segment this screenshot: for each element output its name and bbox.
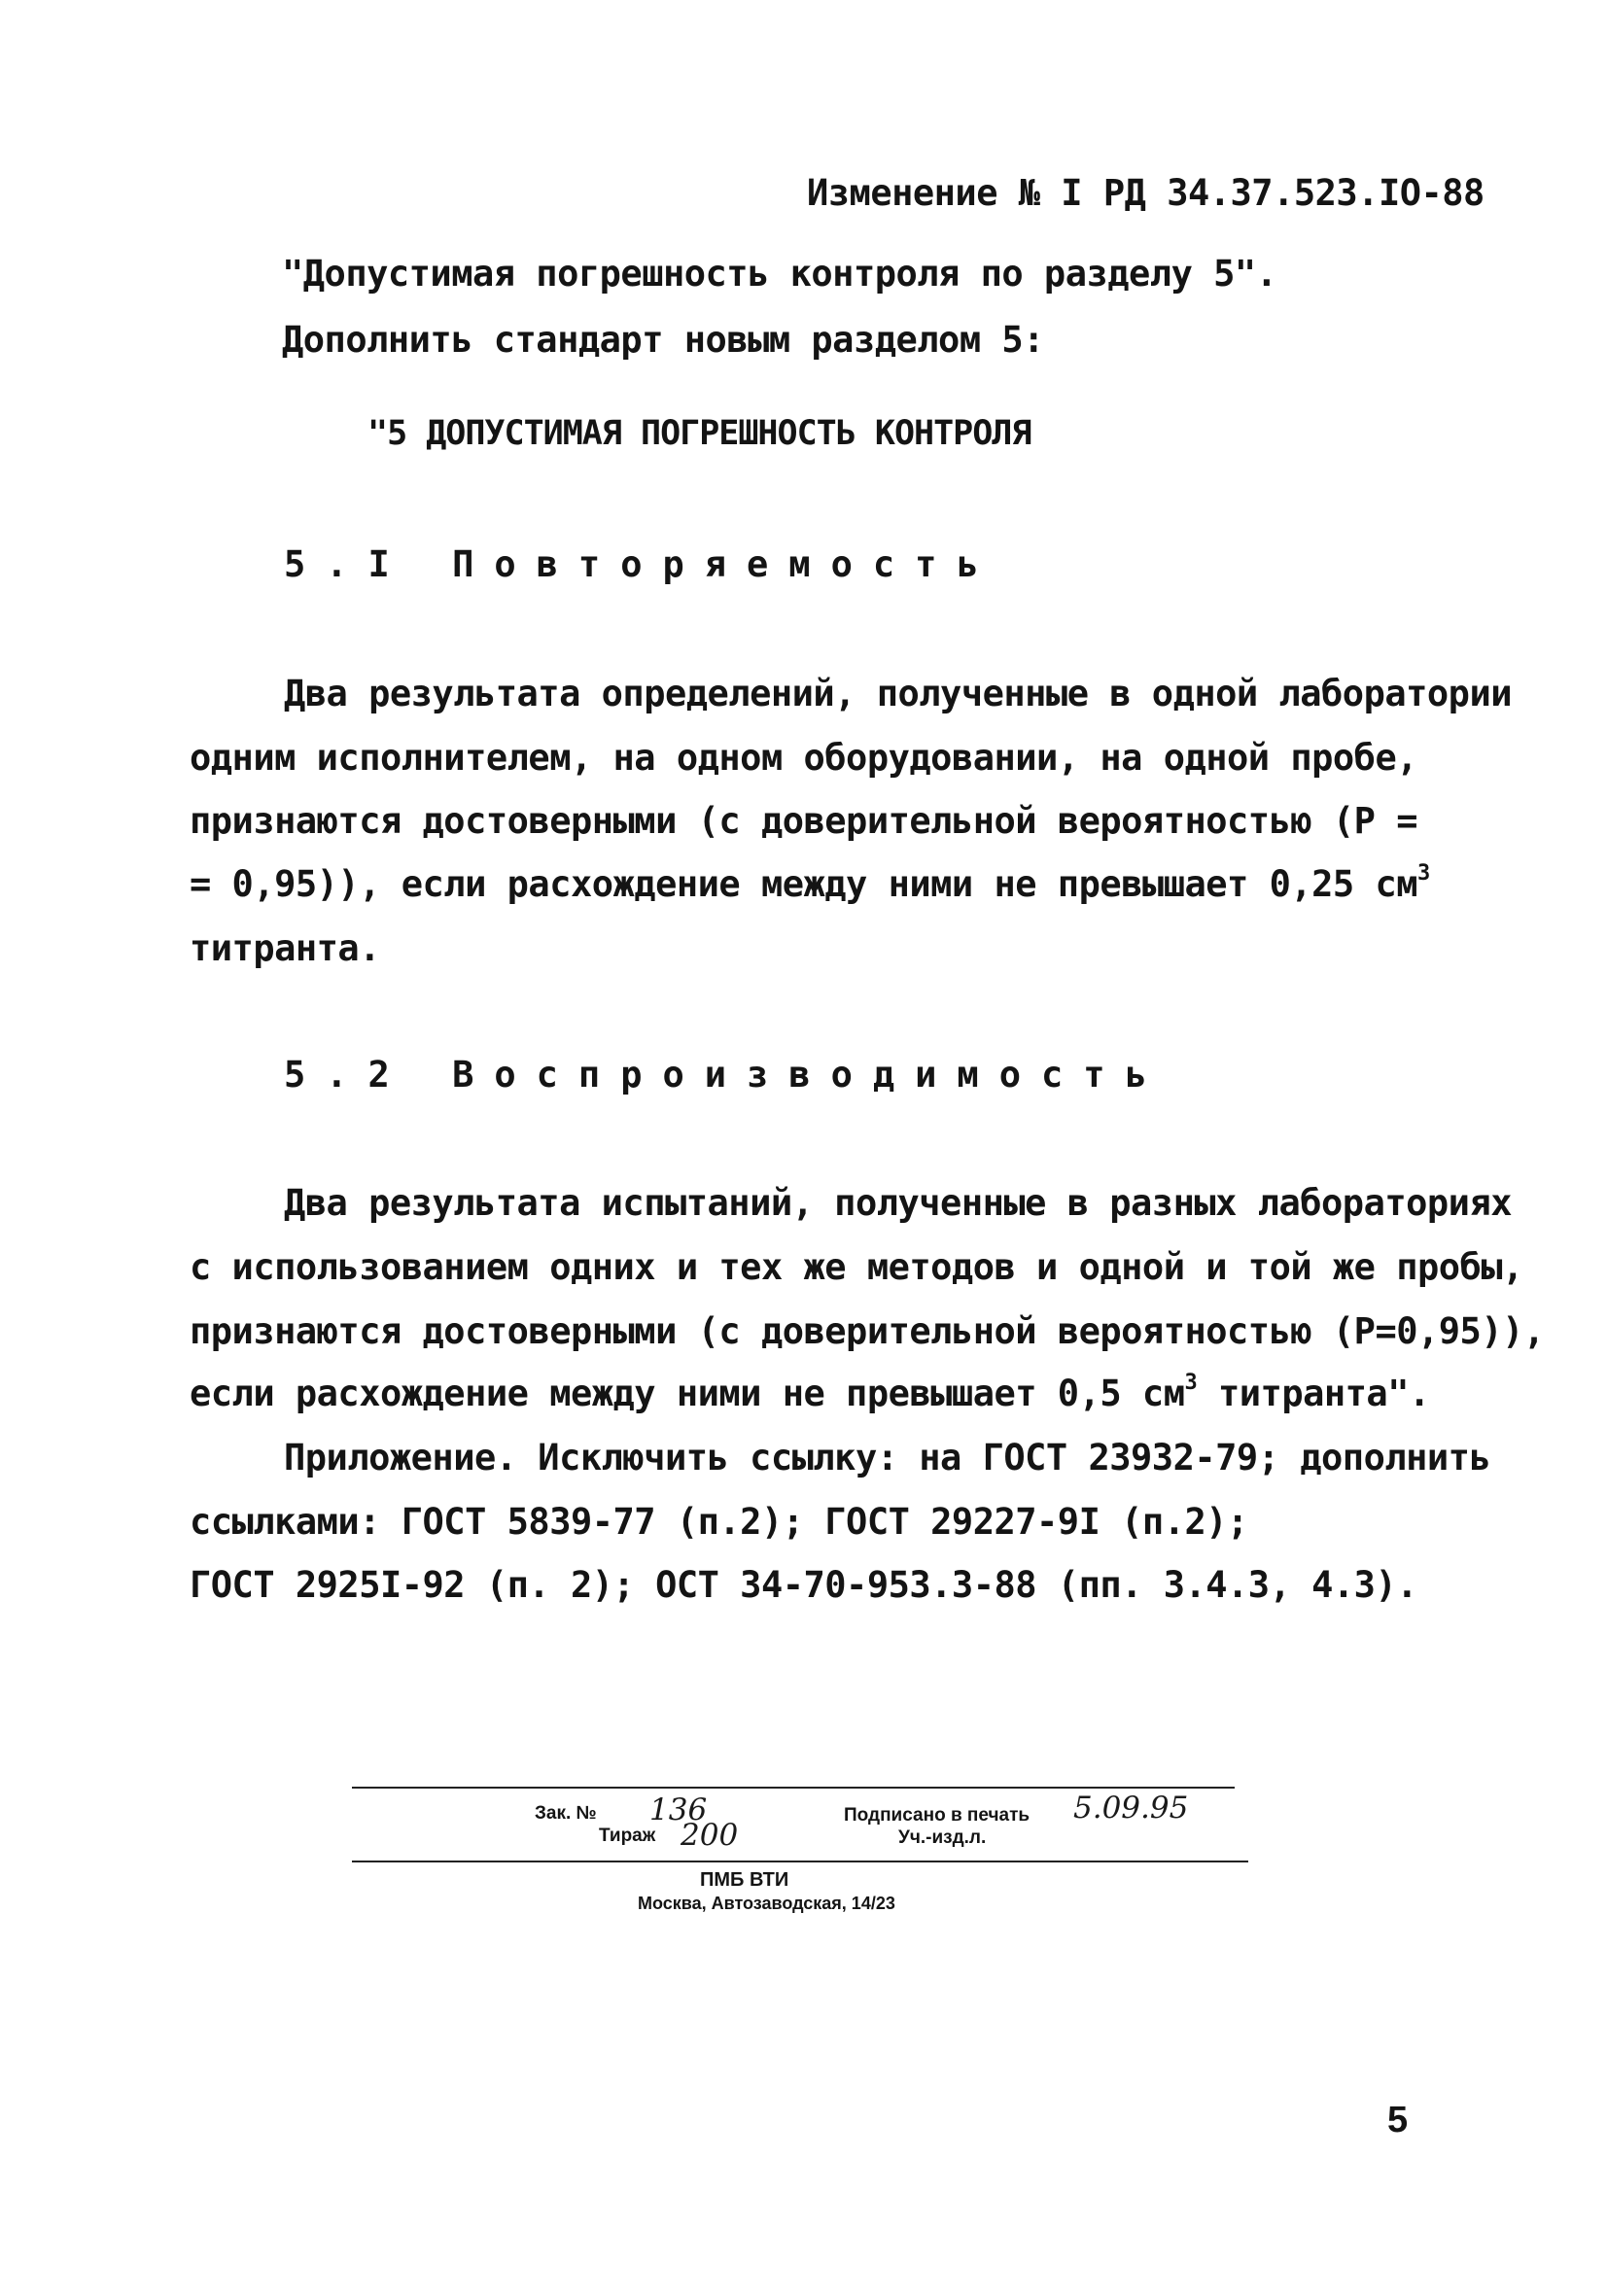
cubic-superscript: 3 — [1184, 1370, 1198, 1395]
appendix-line-1: Приложение. Исключить ссылку: на ГОСТ 23932-79; дополнить — [284, 1437, 1491, 1478]
sub52-line-2: с использованием одних и тех же методов и одной и той же пробы, — [190, 1246, 1523, 1288]
imprint-top-rule — [352, 1787, 1235, 1789]
imprint-bottom-rule — [352, 1861, 1248, 1862]
imprint-block — [352, 1787, 1248, 1962]
publishing-sheets-label: Уч.-изд.л. — [898, 1827, 987, 1848]
sub51-line-5: титранта. — [190, 927, 380, 969]
order-label: Зак. № — [535, 1803, 597, 1824]
section-5-title: "5 ДОПУСТИМАЯ ПОГРЕШНОСТЬ КОНТРОЛЯ — [367, 414, 1031, 453]
sub52-line-4-end: титранта". — [1197, 1373, 1430, 1414]
sub51-line-4 — [190, 861, 1430, 908]
cubic-superscript: 3 — [1417, 860, 1430, 886]
sub52-line-1: Два результата испытаний, полученные в разных лабораториях — [284, 1182, 1513, 1224]
sub51-line-1: Два результата определений, полученные в одной лаборатории — [284, 673, 1513, 714]
subsection-5-2-heading: 5.2 Воспроизводимость — [284, 1054, 1168, 1096]
signed-label: Подписано в печать — [844, 1805, 1031, 1826]
publisher: ПМБ ВТИ — [700, 1869, 789, 1891]
sub52-line-3: признаются достоверными (с доверительной вероятностью (Р=0,95)), — [190, 1310, 1545, 1352]
sub52-line-4-text: если расхождение между ними не превышает 0,5 см — [190, 1373, 1185, 1414]
change-reference: Изменение № I РД 34.37.523.IO-88 — [807, 172, 1485, 214]
appendix-line-3: ГОСТ 2925I-92 (п. 2); ОСТ 34-70-953.3-88 (пп. 3.4.3, 4.3). — [190, 1564, 1418, 1606]
signed-date: 5.09.95 — [1073, 1791, 1189, 1826]
publisher-address: Москва, Автозаводская, 14/23 — [638, 1894, 895, 1913]
sub51-line-2: одним исполнителем, на одном оборудовании, на одной пробе, — [190, 737, 1418, 779]
sub51-line-3: признаются достоверными (с доверительной вероятностью (Р = — [190, 800, 1418, 842]
sub52-line-4 — [190, 1371, 1430, 1417]
sub51-line-4-text: = 0,95)), если расхождение между ними не превышает 0,25 см — [190, 863, 1418, 905]
page-number: 5 — [1387, 2100, 1409, 2140]
intro-line-2: Дополнить стандарт новым разделом 5: — [282, 319, 1044, 361]
subsection-5-1-heading: 5.I Повторяемость — [284, 543, 999, 585]
appendix-line-2: ссылками: ГОСТ 5839-77 (п.2); ГОСТ 29227-9I (п.2); — [190, 1501, 1248, 1543]
order-number: 136 — [649, 1792, 708, 1827]
intro-line-1: "Допустимая погрешность контроля по разделу 5". — [282, 253, 1277, 295]
print-run-value: 200 — [681, 1818, 739, 1853]
print-run-label: Тираж — [599, 1826, 656, 1846]
